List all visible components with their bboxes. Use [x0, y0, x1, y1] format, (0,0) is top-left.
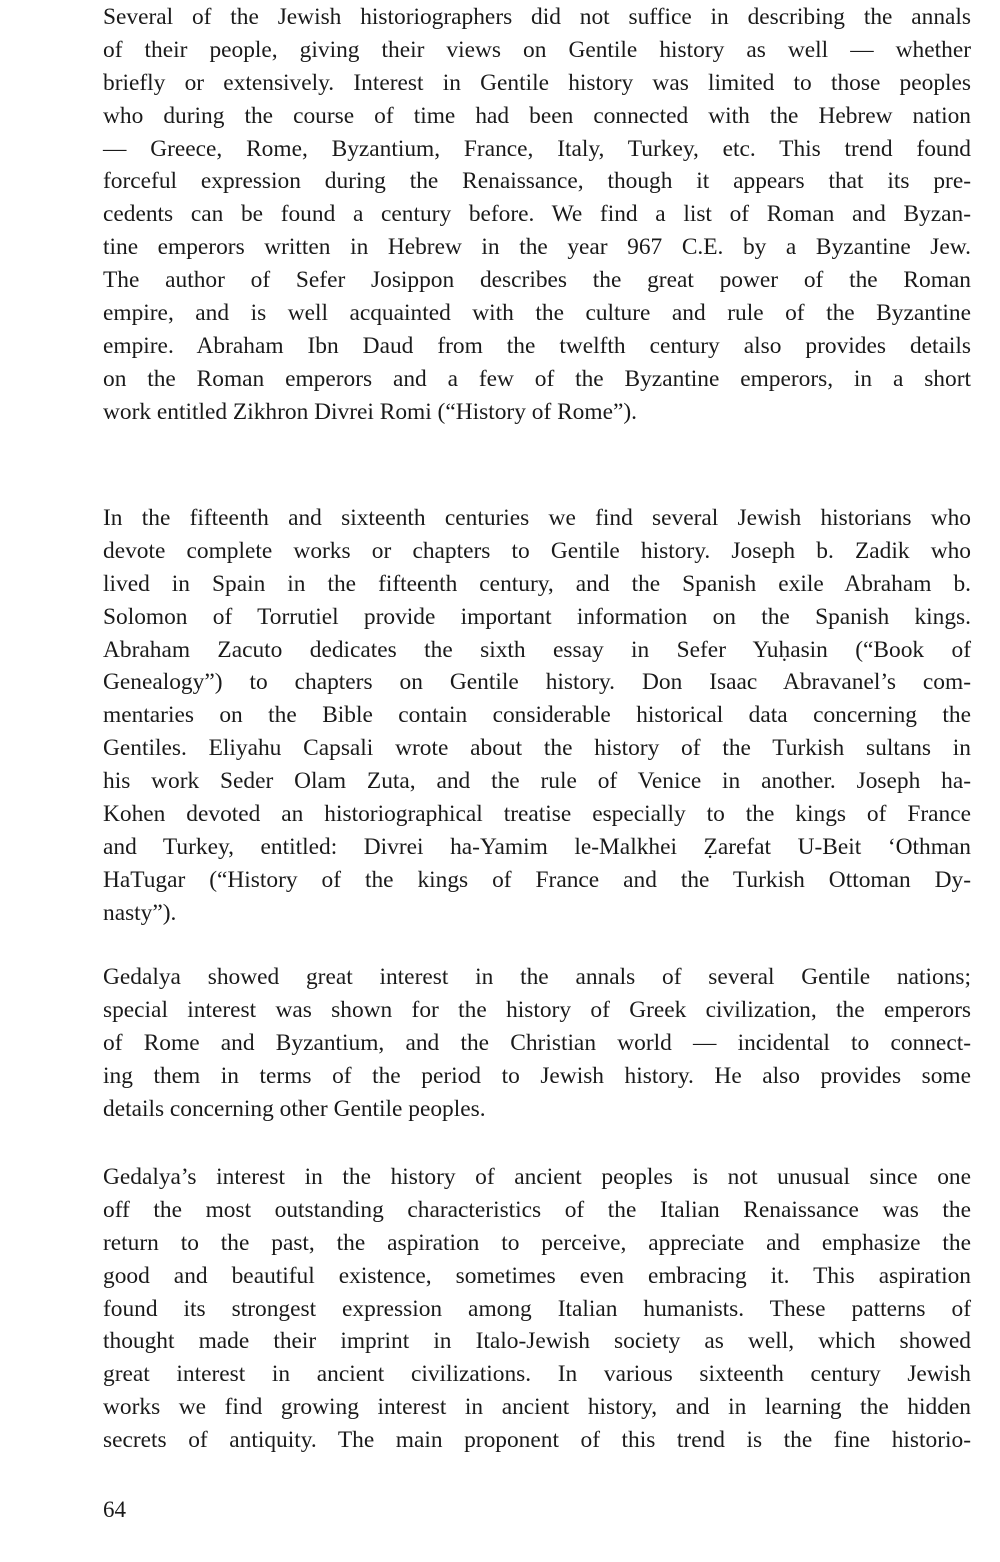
text-line: Solomon of Torrutiel provide important information on the Spanish kings. — [103, 603, 971, 630]
text-line: Abraham Zacuto dedicates the sixth essay in Sefer Yuḥasin (“Book of — [103, 636, 971, 663]
text-line: return to the past, the aspiration to perceive, appreciate and emphasize the — [103, 1229, 971, 1256]
text-line: lived in Spain in the fifteenth century, and the Spanish exile Abraham b. — [103, 570, 971, 597]
text-line: The author of Sefer Josippon describes the great power of the Roman — [103, 267, 971, 294]
text-line: Kohen devoted an historiographical treatise especially to the kings of France — [103, 801, 971, 828]
text-line: great interest in ancient civilizations. In various sixteenth century Jewish — [103, 1361, 971, 1388]
text-line: empire, and is well acquainted with the culture and rule of the Byzantine — [103, 300, 971, 327]
text-line: — Greece, Rome, Byzantium, France, Italy, Turkey, etc. This trend found — [103, 135, 971, 162]
page-number: 64 — [103, 1497, 126, 1522]
text-line: empire. Abraham Ibn Daud from the twelfth century also provides details — [103, 332, 971, 359]
text-line: Gedalya’s interest in the history of ancient peoples is not unusual since one — [103, 1164, 971, 1190]
book-page — [103, 0, 971, 1562]
text-line: tine emperors written in Hebrew in the year 967 C.E. by a Byzantine Jew. — [103, 234, 971, 261]
text-line: found its strongest expression among Italian humanists. These patterns of — [103, 1295, 971, 1322]
text-line: nasty”). — [103, 899, 177, 926]
text-line: thought made their imprint in Italo-Jewish society as well, which showed — [103, 1328, 971, 1355]
text-line: off the most outstanding characteristics of the Italian Renaissance was the — [103, 1196, 971, 1223]
text-line: of their people, giving their views on Gentile history as well — whether — [103, 36, 971, 63]
text-line: HaTugar (“History of the kings of France and the Turkish Ottoman Dy- — [103, 866, 971, 893]
text-line: ing them in terms of the period to Jewish history. He also provides some — [103, 1062, 971, 1089]
text-line: works we find growing interest in ancient history, and in learning the hidden — [103, 1394, 971, 1421]
paragraph-gedalya-interest — [103, 961, 971, 1125]
text-line: and Turkey, entitled: Divrei ha-Yamim le-Malkhei Ẓarefat U-Beit ‘Othman — [103, 833, 971, 860]
paragraph-jewish-historiographers — [103, 1, 971, 429]
text-line: mentaries on the Bible contain considerable historical data concerning the — [103, 702, 971, 729]
text-line: his work Seder Olam Zuta, and the rule of Venice in another. Joseph ha- — [103, 768, 971, 795]
text-line: work entitled Zikhron Divrei Romi (“History of Rome”). — [103, 398, 637, 425]
text-line: good and beautiful existence, sometimes even embracing it. This aspiration — [103, 1262, 971, 1289]
text-line: details concerning other Gentile peoples. — [103, 1095, 486, 1122]
text-line: Several of the Jewish historiographers did not suffice in describing the annals — [103, 4, 971, 30]
text-line: on the Roman emperors and a few of the Byzantine emperors, in a short — [103, 365, 971, 392]
text-line: secrets of antiquity. The main proponent of this trend is the fine historio- — [103, 1427, 971, 1454]
text-line: In the fifteenth and sixteenth centuries we find several Jewish historians who — [103, 505, 971, 531]
text-line: who during the course of time had been connected with the Hebrew nation — [103, 102, 971, 129]
paragraph-ancient-peoples — [103, 1161, 971, 1457]
text-line: Gentiles. Eliyahu Capsali wrote about the history of the Turkish sultans in — [103, 735, 971, 762]
paragraph-fifteenth-sixteenth-centuries — [103, 502, 971, 930]
text-line: devote complete works or chapters to Gentile history. Joseph b. Zadik who — [103, 537, 971, 564]
text-line: of Rome and Byzantium, and the Christian world — incidental to connect- — [103, 1029, 971, 1056]
text-line: Genealogy”) to chapters on Gentile history. Don Isaac Abravanel’s com- — [103, 669, 971, 696]
text-line: briefly or extensively. Interest in Gentile history was limited to those peoples — [103, 69, 971, 96]
text-line: forceful expression during the Renaissance, though it appears that its pre- — [103, 168, 971, 195]
text-line: cedents can be found a century before. We find a list of Roman and Byzan- — [103, 201, 971, 228]
text-line: Gedalya showed great interest in the annals of several Gentile nations; — [103, 964, 971, 990]
text-line: special interest was shown for the history of Greek civilization, the emperors — [103, 996, 971, 1023]
